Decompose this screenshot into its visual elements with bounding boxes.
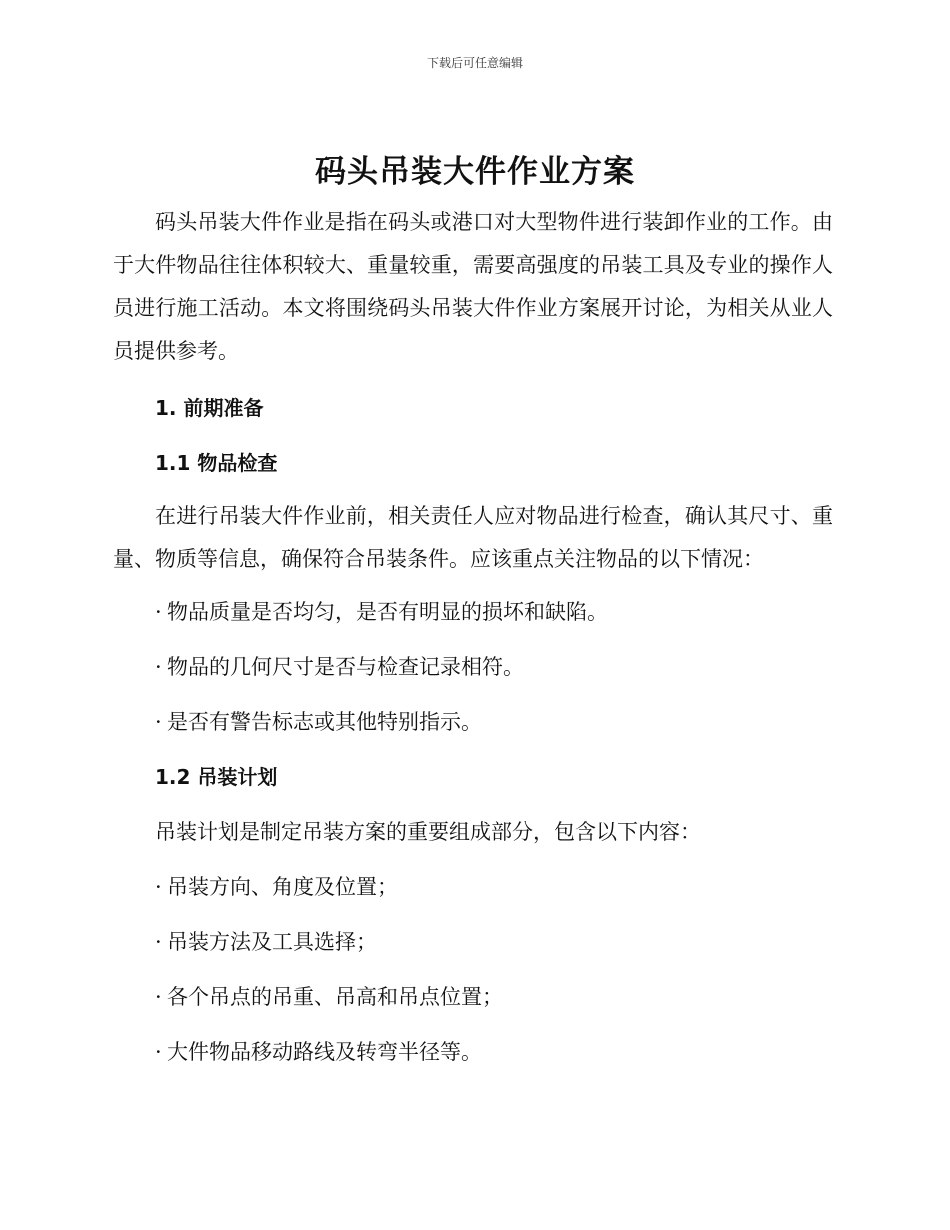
- list-item-text: 物品的几何尺寸是否与检查记录相符。: [167, 655, 524, 679]
- bullet-mark: ·: [155, 875, 162, 899]
- list-item-text: 是否有警告标志或其他特别指示。: [167, 710, 482, 734]
- list-item-text: 吊装方向、角度及位置；: [167, 875, 398, 899]
- list-item: [113, 585, 833, 640]
- document-title: 码头吊装大件作业方案: [315, 154, 635, 190]
- bullet-mark: ·: [155, 655, 162, 679]
- subsection-1-2-paragraph: 吊装计划是制定吊装方案的重要组成部分，包含以下内容：: [155, 820, 701, 844]
- list-item: [113, 915, 833, 970]
- bullet-mark: ·: [155, 1040, 162, 1064]
- list-item: [113, 970, 833, 1025]
- list-item: [113, 695, 833, 750]
- list-item-text: 大件物品移动路线及转弯半径等。: [167, 1040, 482, 1064]
- subsection-heading-1-1: 1.1 物品检查: [155, 451, 278, 475]
- subsection-heading-1-2: 1.2 吊装计划: [155, 765, 278, 789]
- subsection-1-1-paragraph: 在进行吊装大件作业前，相关责任人应对物品进行检查，确认其尺寸、重量、物质等信息，确保符合吊装条件。应该重点关注物品的以下情况：: [113, 504, 833, 571]
- list-item-text: 吊装方法及工具选择；: [167, 930, 377, 954]
- list-item-text: 各个吊点的吊重、吊高和吊点位置；: [167, 985, 503, 1009]
- intro-paragraph: 码头吊装大件作业是指在码头或港口对大型物件进行装卸作业的工作。由于大件物品往往体积较大、重量较重，需要高强度的吊装工具及专业的操作人员进行施工活动。本文将围绕码头吊装大件作业方案展开讨论，为相关从业人员提供参考。: [113, 210, 833, 363]
- list-item-text: 物品质量是否均匀，是否有明显的损坏和缺陷。: [167, 600, 608, 624]
- section-heading-1: 1. 前期准备: [155, 396, 264, 420]
- list-item: [113, 860, 833, 915]
- bullet-mark: ·: [155, 985, 162, 1009]
- list-item: [113, 1025, 833, 1080]
- bullet-mark: ·: [155, 600, 162, 624]
- document-body: [113, 201, 833, 1080]
- bullet-mark: ·: [155, 710, 162, 734]
- bullet-mark: ·: [155, 930, 162, 954]
- header-note: 下载后可任意编辑: [426, 56, 523, 70]
- list-item: [113, 640, 833, 695]
